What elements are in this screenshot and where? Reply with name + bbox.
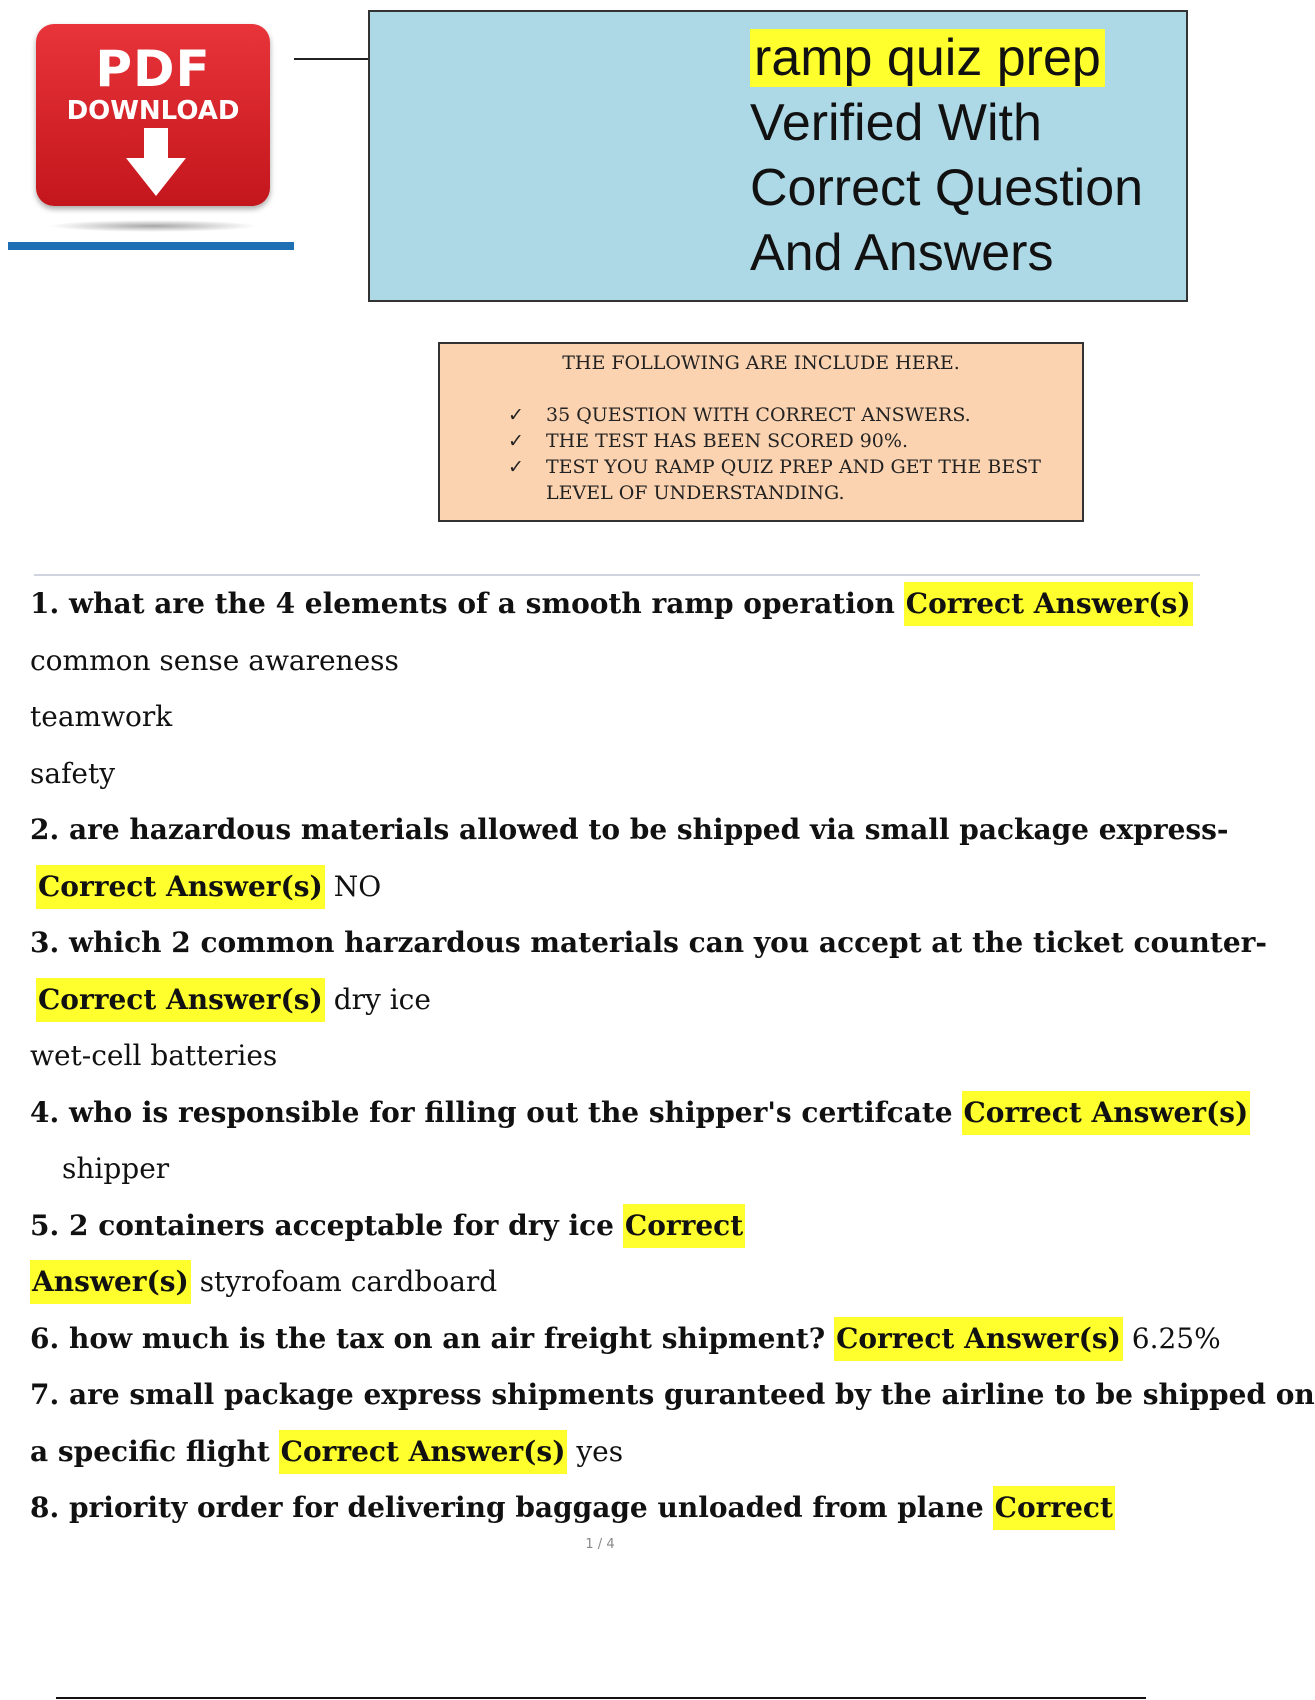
answer-4: shipper — [62, 1152, 170, 1186]
question-2: 2. are hazardous materials allowed to be shipped via small package express- — [30, 813, 1229, 847]
question-1: 1. what are the 4 elements of a smooth ramp operation — [30, 587, 895, 621]
includes-item-text: THE TEST HAS BEEN SCORED 90%. — [546, 430, 908, 452]
pdf-download-badge[interactable] — [8, 20, 294, 256]
includes-box — [438, 342, 1084, 522]
pdf-badge-title: PDF — [95, 40, 211, 98]
answer-5: styrofoam cardboard — [199, 1265, 498, 1299]
includes-item-text: TEST YOU RAMP QUIZ PREP AND GET THE BEST LEVEL OF UNDERSTANDING. — [546, 456, 1041, 504]
correct-answer-marker-part-2: Answer(s) — [30, 1260, 191, 1304]
qa-line — [30, 972, 1200, 1029]
title-line-3: Correct Question — [750, 159, 1144, 217]
title-line-2: Verified With — [750, 94, 1042, 152]
answer-line — [30, 746, 1200, 803]
qa-line — [30, 1367, 1315, 1424]
answer-3-1: dry ice — [333, 982, 431, 1016]
qa-line — [30, 1480, 1200, 1537]
document-title — [750, 26, 1143, 286]
qa-line — [30, 1424, 1200, 1481]
connector-line — [294, 58, 368, 60]
includes-item-text: 35 QUESTION WITH CORRECT ANSWERS. — [546, 404, 971, 426]
title-highlight: ramp quiz prep — [750, 29, 1105, 87]
question-7-cont: a specific flight — [30, 1434, 270, 1468]
answer-line — [30, 689, 1200, 746]
badge-shadow — [48, 220, 258, 232]
checkmark-icon: ✓ — [508, 456, 524, 478]
answer-6: 6.25% — [1131, 1321, 1221, 1355]
correct-answer-marker: Correct Answer(s) — [904, 582, 1193, 626]
answer-1-1: common sense awareness — [30, 643, 399, 677]
qa-line — [30, 802, 1229, 859]
page-number: 1 / 4 — [585, 1537, 615, 1552]
download-arrow-icon — [126, 128, 186, 198]
title-line-4: And Answers — [750, 224, 1054, 282]
answer-1-3: safety — [30, 756, 116, 790]
question-3: 3. which 2 common harzardous materials can you accept at the ticket counter- — [30, 926, 1268, 960]
qa-line — [30, 1254, 1200, 1311]
includes-item — [508, 454, 1068, 506]
correct-answer-marker: Correct Answer(s) — [279, 1430, 568, 1474]
question-8: 8. priority order for delivering baggage unloaded from plane — [30, 1491, 984, 1525]
checkmark-icon: ✓ — [508, 404, 524, 426]
correct-answer-marker: Correct Answer(s) — [962, 1091, 1251, 1135]
qa-line — [30, 1085, 1249, 1142]
includes-list — [508, 402, 1068, 506]
qa-line — [30, 576, 1200, 633]
answer-line — [30, 633, 1200, 690]
answer-7: yes — [576, 1434, 624, 1468]
answer-1-2: teamwork — [30, 700, 173, 734]
includes-item — [508, 402, 1068, 428]
footer-rule — [56, 1697, 1146, 1699]
answer-line — [30, 1141, 1200, 1198]
pdf-badge-subtitle: DOWNLOAD — [66, 96, 240, 126]
question-4: 4. who is responsible for filling out the shipper's certifcate — [30, 1095, 953, 1129]
correct-answer-marker: Correct Answer(s) — [36, 865, 325, 909]
qa-section — [30, 576, 1315, 1537]
checkmark-icon: ✓ — [508, 430, 524, 452]
question-6: 6. how much is the tax on an air freight shipment? — [30, 1321, 826, 1355]
title-box — [368, 10, 1188, 302]
includes-heading: THE FOLLOWING ARE INCLUDE HERE. — [562, 352, 960, 374]
answer-2: NO — [333, 869, 382, 903]
correct-answer-marker-part-1: Correct — [623, 1204, 745, 1248]
correct-answer-marker-part-1: Correct — [993, 1486, 1115, 1530]
question-5: 5. 2 containers acceptable for dry ice — [30, 1208, 614, 1242]
qa-line — [30, 1311, 1221, 1368]
question-7: 7. are small package express shipments guranteed by the airline to be shipped on — [30, 1378, 1315, 1412]
answer-line — [30, 1028, 1200, 1085]
badge-blue-bar — [8, 242, 294, 250]
pdf-badge-background — [36, 24, 270, 206]
qa-line — [30, 1198, 1200, 1255]
correct-answer-marker: Correct Answer(s) — [834, 1317, 1123, 1361]
qa-line — [30, 915, 1268, 972]
qa-line — [30, 859, 1200, 916]
includes-item — [508, 428, 1068, 454]
correct-answer-marker: Correct Answer(s) — [36, 978, 325, 1022]
answer-3-2: wet-cell batteries — [30, 1039, 278, 1073]
